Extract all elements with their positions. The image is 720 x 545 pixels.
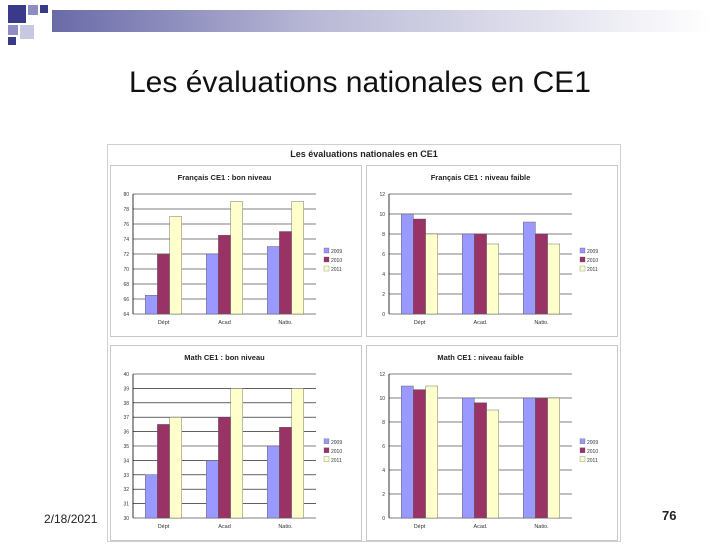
chart-panel-4: [366, 345, 618, 541]
y-tick-label: 6: [382, 252, 385, 258]
corner-square-5: [20, 25, 34, 39]
bar: [157, 254, 169, 314]
legend-label: 2010: [331, 448, 343, 455]
y-tick-label: 37: [123, 415, 129, 422]
y-tick-label: 34: [123, 458, 129, 465]
bar: [474, 234, 486, 314]
chart-2: [367, 166, 617, 336]
y-tick-label: 38: [123, 400, 129, 407]
page-number: 76: [662, 508, 677, 523]
corner-square-2: [28, 5, 38, 15]
bar: [279, 232, 291, 315]
bar: [145, 295, 157, 314]
bar: [487, 410, 499, 518]
y-tick-label: 74: [123, 237, 129, 243]
legend-swatch: [324, 248, 329, 253]
bar: [170, 417, 182, 518]
y-tick-label: 39: [123, 386, 129, 393]
x-tick-label: Acad.: [473, 524, 488, 530]
legend-label: 2011: [331, 267, 342, 273]
header-gradient-bar: [52, 10, 712, 32]
x-tick-label: Acad: [218, 524, 231, 530]
legend-label: 2011: [331, 457, 342, 464]
footer-date: 2/18/2021: [44, 512, 98, 526]
chart-panel-1: [110, 165, 362, 337]
chart-panel-2: [366, 165, 618, 337]
bar: [548, 398, 560, 518]
figure-title: Les évaluations nationales en CE1: [290, 149, 438, 159]
legend-swatch: [324, 448, 329, 453]
bar: [170, 217, 182, 315]
legend-label: 2011: [587, 457, 598, 464]
bar: [523, 222, 535, 314]
y-tick-label: 12: [379, 192, 385, 198]
bar: [462, 234, 474, 314]
bar: [231, 388, 243, 518]
bar: [426, 386, 438, 518]
slide-title: Les évaluations nationales en CE1: [129, 66, 591, 99]
bar: [548, 244, 560, 314]
y-tick-label: 2: [382, 492, 385, 498]
y-tick-label: 72: [123, 252, 129, 258]
legend-label: 2009: [587, 249, 599, 255]
y-tick-label: 36: [123, 429, 129, 436]
legend-swatch: [580, 248, 585, 253]
bar: [413, 219, 425, 314]
y-tick-label: 64: [123, 312, 129, 318]
bar: [487, 244, 499, 314]
bar: [462, 398, 474, 518]
legend-swatch: [580, 448, 585, 453]
y-tick-label: 30: [123, 516, 129, 522]
corner-square-6: [8, 37, 16, 45]
y-tick-label: 35: [123, 444, 129, 450]
bar: [231, 202, 243, 315]
y-tick-label: 8: [382, 232, 385, 238]
x-tick-label: Natio.: [278, 320, 293, 326]
bar: [267, 446, 279, 518]
y-tick-label: 68: [123, 282, 129, 288]
y-tick-label: 8: [382, 420, 385, 426]
bar: [474, 403, 486, 518]
legend-swatch: [580, 457, 585, 462]
bar: [218, 417, 230, 518]
y-tick-label: 10: [379, 396, 385, 402]
legend-swatch: [324, 457, 329, 462]
corner-square-4: [8, 25, 18, 35]
bar: [145, 475, 157, 518]
legend-label: 2009: [331, 439, 343, 446]
x-tick-label: Dépt: [157, 320, 170, 326]
bar: [535, 234, 547, 314]
legend-label: 2010: [587, 258, 599, 264]
y-tick-label: 4: [382, 272, 385, 278]
bar: [523, 398, 535, 518]
y-tick-label: 2: [382, 292, 385, 298]
y-tick-label: 40: [123, 372, 129, 378]
bar: [292, 388, 304, 518]
legend-label: 2010: [331, 258, 343, 264]
legend-swatch: [580, 257, 585, 262]
y-tick-label: 31: [123, 501, 129, 508]
charts-figure: [107, 144, 621, 542]
x-tick-label: Acad.: [473, 320, 488, 326]
legend-label: 2010: [587, 448, 599, 455]
y-tick-label: 0: [382, 312, 385, 318]
x-tick-label: Dépt: [413, 524, 426, 530]
chart-title: Math CE1 : bon niveau: [184, 353, 265, 362]
bar: [401, 214, 413, 314]
y-tick-label: 4: [382, 468, 385, 474]
chart-title: Français CE1 : bon niveau: [177, 173, 272, 182]
x-tick-label: Natio.: [534, 524, 549, 530]
legend-swatch: [580, 439, 585, 444]
chart-3: [111, 346, 361, 540]
y-tick-label: 80: [123, 192, 129, 198]
y-tick-label: 70: [123, 267, 129, 273]
y-tick-label: 78: [123, 207, 129, 213]
corner-square-3: [40, 5, 48, 13]
bar: [218, 235, 230, 314]
chart-4: [367, 346, 617, 540]
chart-panel-3: [110, 345, 362, 541]
legend-swatch: [580, 266, 585, 271]
x-tick-label: Dépt: [157, 524, 170, 530]
legend-swatch: [324, 257, 329, 262]
bar: [401, 386, 413, 518]
x-tick-label: Acad: [218, 320, 231, 326]
bar: [279, 427, 291, 518]
y-tick-label: 33: [123, 472, 129, 479]
bar: [157, 424, 169, 518]
legend-swatch: [324, 439, 329, 444]
legend-swatch: [324, 266, 329, 271]
y-tick-label: 66: [123, 297, 129, 303]
y-tick-label: 76: [123, 222, 129, 228]
chart-title: Math CE1 : niveau faible: [437, 353, 524, 362]
bar: [206, 254, 218, 314]
y-tick-label: 12: [379, 372, 385, 378]
bar: [267, 247, 279, 315]
legend-label: 2009: [587, 439, 599, 446]
x-tick-label: Dépt: [413, 320, 426, 326]
corner-square-1: [8, 5, 26, 23]
bar: [413, 390, 425, 518]
chart-title: Français CE1 : niveau faible: [430, 173, 531, 182]
legend-label: 2011: [587, 267, 598, 273]
x-tick-label: Natio.: [278, 524, 293, 530]
y-tick-label: 0: [382, 516, 385, 522]
bar: [535, 398, 547, 518]
x-tick-label: Natio.: [534, 320, 549, 326]
bar: [292, 202, 304, 315]
legend-label: 2009: [331, 249, 343, 255]
chart-1: [111, 166, 361, 336]
bar: [426, 234, 438, 314]
y-tick-label: 32: [123, 487, 129, 494]
bar: [206, 460, 218, 518]
y-tick-label: 6: [382, 444, 385, 450]
y-tick-label: 10: [379, 212, 385, 218]
